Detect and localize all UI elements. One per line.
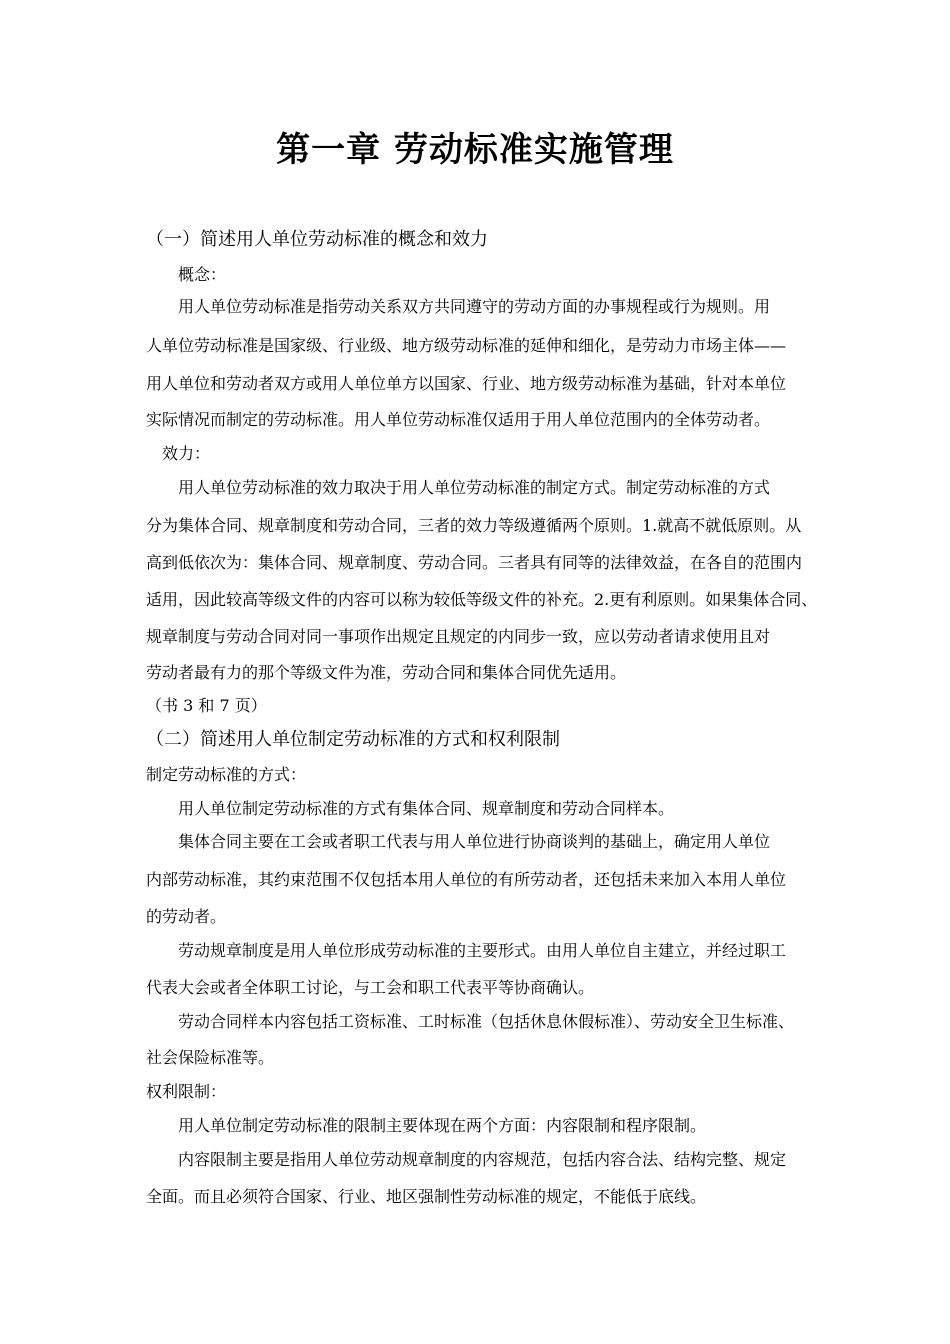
paragraph-line: 社会保险标准等。: [146, 1048, 275, 1067]
paragraph-line: 分为集体合同、规章制度和劳动合同，三者的效力等级遵循两个原则。1.就高不就低原则。从: [146, 516, 802, 535]
paragraph-line: 用人单位制定劳动标准的方式有集体合同、规章制度和劳动合同样本。: [178, 799, 675, 818]
paragraph-line: 内容限制主要是指用人单位劳动规章制度的内容规范，包括内容合法、结构完整、规定: [178, 1150, 787, 1169]
paragraph-line: 用人单位制定劳动标准的限制主要体现在两个方面：内容限制和程序限制。: [178, 1116, 707, 1135]
paragraph-line: 劳动者最有力的那个等级文件为准，劳动合同和集体合同优先适用。: [146, 663, 627, 682]
label-method: 制定劳动标准的方式：: [146, 765, 307, 784]
paragraph-line: 内部劳动标准，其约束范围不仅包括本用人单位的有所劳动者，还包括未来加入本用人单位: [146, 870, 787, 889]
paragraph-line: 人单位劳动标准是国家级、行业级、地方级劳动标准的延伸和细化，是劳动力市场主体——: [146, 336, 787, 355]
paragraph-line: 的劳动者。: [146, 907, 227, 926]
paragraph-line: 全面。而且必须符合国家、行业、地区强制性劳动标准的规定，不能低于底线。: [146, 1187, 707, 1206]
paragraph-line: 代表大会或者全体职工讨论，与工会和职工代表平等协商确认。: [146, 978, 595, 997]
paragraph-line: 用人单位劳动标准的效力取决于用人单位劳动标准的制定方式。制定劳动标准的方式: [178, 478, 771, 497]
label-concept: 概念：: [178, 265, 227, 284]
paragraph-line: 规章制度与劳动合同对同一事项作出规定且规定的内同步一致，应以劳动者请求使用且对: [146, 627, 771, 646]
label-rights-limit: 权利限制：: [146, 1082, 227, 1101]
paragraph-line: 劳动规章制度是用人单位形成劳动标准的主要形式。由用人单位自主建立，并经过职工: [178, 941, 787, 960]
section-heading-2: （二）简述用人单位制定劳动标准的方式和权利限制: [146, 729, 560, 750]
section-heading-1: （一）简述用人单位劳动标准的概念和效力: [146, 229, 488, 250]
chapter-title: 第一章 劳动标准实施管理: [276, 130, 674, 170]
label-effect: 效力：: [162, 444, 211, 463]
page-reference: （书 3 和 7 页）: [146, 696, 267, 715]
paragraph-line: 实际情况而制定的劳动标准。用人单位劳动标准仅适用于用人单位范围内的全体劳动者。: [146, 410, 771, 429]
paragraph-line: 适用，因此较高等级文件的内容可以称为较低等级文件的补充。2.更有利原则。如果集体合同、: [146, 590, 818, 609]
paragraph-line: 用人单位和劳动者双方或用人单位单方以国家、行业、地方级劳动标准为基础，针对本单位: [146, 374, 787, 393]
paragraph-line: 用人单位劳动标准是指劳动关系双方共同遵守的劳动方面的办事规程或行为规则。用: [178, 297, 771, 316]
paragraph-line: 高到低依次为：集体合同、规章制度、劳动合同。三者具有同等的法律效益，在各自的范围内: [146, 553, 803, 572]
paragraph-line: 劳动合同样本内容包括工资标准、工时标准（包括休息休假标准）、劳动安全卫生标准、: [178, 1012, 795, 1031]
paragraph-line: 集体合同主要在工会或者职工代表与用人单位进行协商谈判的基础上，确定用人单位: [178, 832, 771, 851]
